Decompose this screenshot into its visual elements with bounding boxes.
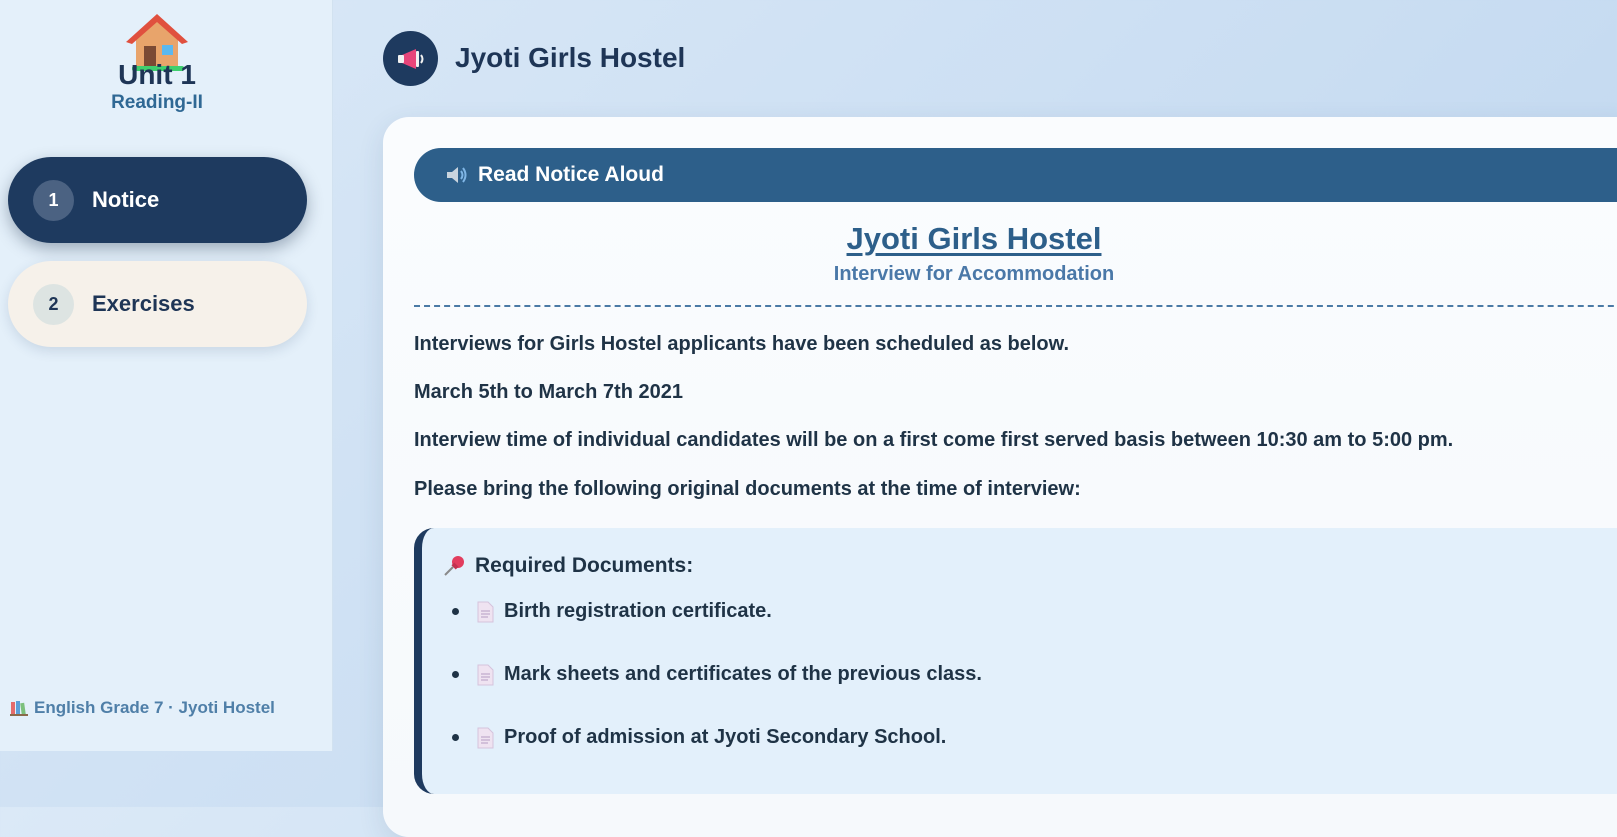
unit-subtitle: Reading-II bbox=[111, 92, 203, 113]
nav-number: 1 bbox=[33, 180, 74, 221]
speaker-icon bbox=[446, 166, 468, 184]
bullet bbox=[452, 608, 459, 615]
required-documents-panel bbox=[414, 528, 1617, 794]
unit-brand bbox=[0, 12, 314, 114]
unit-title: Unit 1 bbox=[118, 59, 196, 90]
bullet bbox=[452, 734, 459, 741]
list-item bbox=[452, 726, 946, 749]
notice-paragraph: Please bring the following original documents at the time of interview: bbox=[414, 478, 1081, 500]
list-item bbox=[452, 663, 982, 686]
document-icon bbox=[476, 727, 494, 749]
pushpin-icon bbox=[443, 555, 467, 577]
notice-paragraph: Interviews for Girls Hostel applicants have been scheduled as below. bbox=[414, 333, 1070, 355]
notice-paragraph: March 5th to March 7th 2021 bbox=[414, 381, 683, 403]
document-text: Birth registration certificate. bbox=[504, 600, 772, 622]
document-text: Mark sheets and certificates of the previous class. bbox=[504, 663, 982, 685]
dashed-divider bbox=[414, 305, 1617, 307]
read-button-label: Read Notice Aloud bbox=[478, 163, 664, 186]
notice-card bbox=[383, 117, 1617, 837]
notice-subtitle: Interview for Accommodation bbox=[833, 263, 1115, 285]
megaphone-icon bbox=[383, 31, 438, 86]
document-text: Proof of admission at Jyoti Secondary School. bbox=[504, 726, 947, 748]
nav-item-exercises[interactable] bbox=[8, 261, 307, 347]
sidebar bbox=[0, 0, 333, 751]
nav-label: Exercises bbox=[92, 291, 195, 316]
notice-paragraph: Interview time of individual candidates will be on a first come first served basis between 10:30 am to 5:00 pm. bbox=[414, 429, 1454, 451]
nav-item-notice[interactable] bbox=[8, 157, 307, 243]
nav-number: 2 bbox=[33, 284, 74, 325]
documents-heading bbox=[443, 554, 693, 578]
sidebar-footer bbox=[10, 698, 275, 718]
document-icon bbox=[476, 601, 494, 623]
nav-label: Notice bbox=[92, 187, 160, 212]
documents-heading-label: Required Documents: bbox=[475, 554, 694, 577]
list-item bbox=[452, 600, 772, 623]
bullet bbox=[452, 671, 459, 678]
page-title: Jyoti Girls Hostel bbox=[455, 42, 686, 73]
notice-title: Jyoti Girls Hostel bbox=[846, 221, 1102, 256]
books-icon bbox=[10, 700, 28, 716]
read-notice-aloud-button[interactable] bbox=[414, 148, 1617, 202]
footer-text: English Grade 7 · Jyoti Hostel bbox=[34, 698, 275, 717]
document-icon bbox=[476, 664, 494, 686]
